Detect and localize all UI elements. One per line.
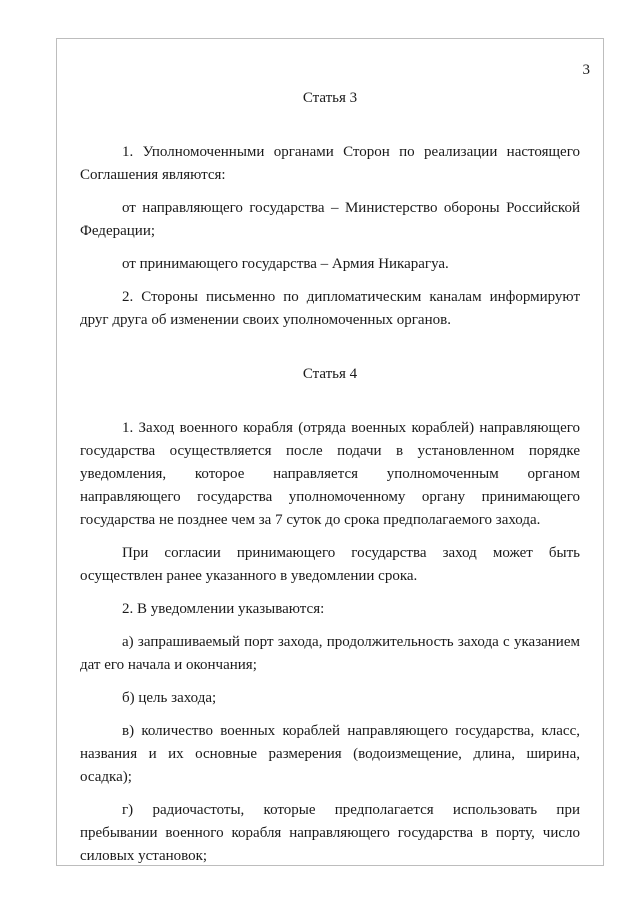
article-3-heading: Статья 3 bbox=[302, 90, 358, 106]
article-3-paragraph-2: от направляющего государства – Министерство обороны Российской Федерации; bbox=[80, 200, 580, 239]
document-body bbox=[80, 90, 580, 868]
article-3-paragraph-3: от принимающего государства – Армия Никарагуа. bbox=[122, 256, 449, 272]
article-4-paragraph-2: При согласии принимающего государства заход может быть осуществлен ранее указанного в уведомлении срока. bbox=[80, 545, 580, 584]
article-3-paragraph-4: 2. Стороны письменно по дипломатическим каналам информируют друг друга об изменении своих уполномоченных органов. bbox=[80, 289, 580, 328]
article-4-paragraph-4: а) запрашиваемый порт захода, продолжительность захода с указанием дат его начала и окончания; bbox=[80, 634, 580, 673]
article-4-heading: Статья 4 bbox=[302, 366, 358, 382]
article-4-paragraph-6: в) количество военных кораблей направляющего государства, класс, названия и их основные размерения (водоизмещение, длина, ширина, осадка); bbox=[80, 723, 580, 785]
article-4-paragraph-5: б) цель захода; bbox=[122, 690, 217, 706]
article-4-paragraph-3: 2. В уведомлении указываются: bbox=[122, 601, 325, 617]
page-number: 3 bbox=[582, 62, 590, 78]
article-3-paragraph-1: 1. Уполномоченными органами Сторон по реализации настоящего Соглашения являются: bbox=[80, 144, 580, 183]
article-4-paragraph-7: г) радиочастоты, которые предполагается использовать при пребывании военного корабля направляющего государства в порту, число силовых установок; bbox=[80, 802, 580, 864]
article-4-paragraph-1: 1. Заход военного корабля (отряда военных кораблей) направляющего государства осуществляется после подачи в установленном порядке уведомления, которое направляется уполномоченным органом направляющего государства уполномоченному органу принимающего государства не позднее чем за 7 суток до срока предполагаемого захода. bbox=[80, 420, 580, 528]
